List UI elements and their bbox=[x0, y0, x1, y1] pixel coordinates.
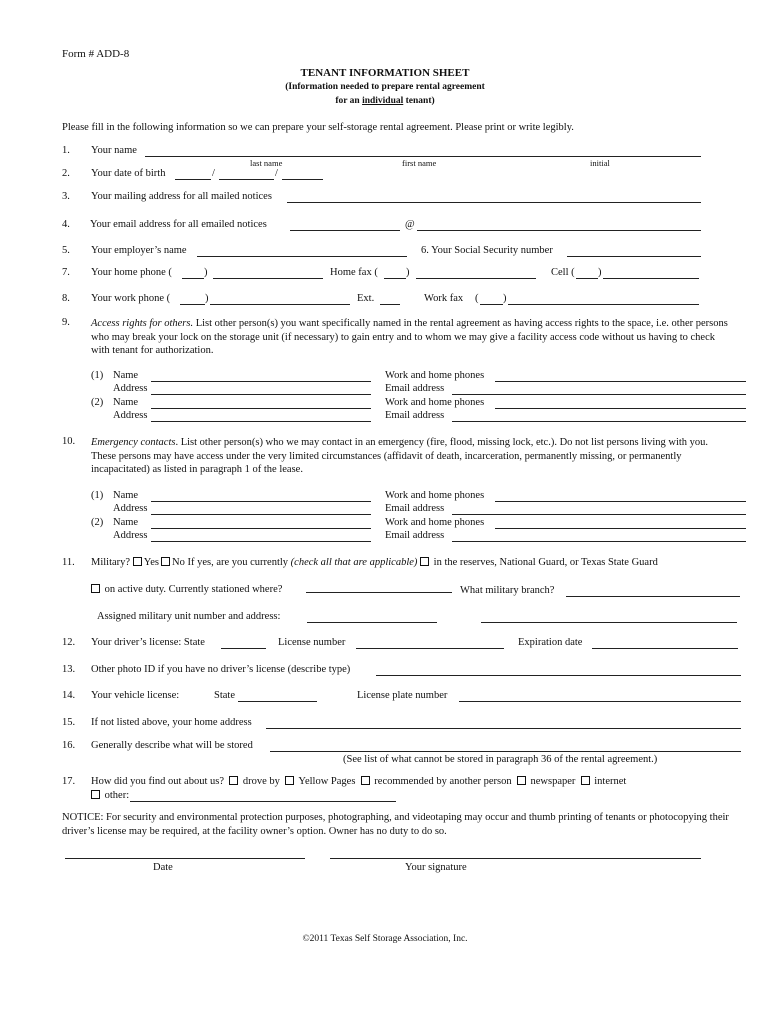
q11-line-2: on active duty. Currently stationed where? bbox=[91, 584, 282, 595]
unit-label: Assigned military unit number and address: bbox=[97, 611, 281, 622]
q8-label: Your work phone ( bbox=[91, 293, 171, 304]
stationed-field[interactable] bbox=[306, 592, 452, 593]
q4-label: Your email address for all emailed notices bbox=[90, 219, 267, 230]
home-fax-field[interactable] bbox=[416, 278, 536, 279]
emergency-1-number: (1) bbox=[91, 490, 104, 501]
access-2-name-label: Name bbox=[113, 397, 139, 408]
home-area-code-field[interactable] bbox=[182, 278, 204, 279]
signature-label: Your signature bbox=[405, 862, 467, 873]
dob-sep-1: / bbox=[212, 168, 215, 179]
emergency-2-email-field[interactable] bbox=[452, 541, 746, 542]
access-2-number: (2) bbox=[91, 397, 104, 408]
last-name-caption: last name bbox=[250, 158, 283, 168]
intro-text: Please fill in the following information so we can prepare your self-storage rental agreement. Please print or write legibly. bbox=[62, 122, 574, 133]
emergency-2-name-field[interactable] bbox=[151, 528, 371, 529]
initial-caption: initial bbox=[590, 158, 610, 168]
dob-year-field[interactable] bbox=[282, 179, 323, 180]
email-user-field[interactable] bbox=[290, 230, 400, 231]
home-address-field[interactable] bbox=[266, 728, 741, 729]
plate-label: License plate number bbox=[357, 690, 448, 701]
q14-number: 14. bbox=[62, 690, 76, 701]
form-title: TENANT INFORMATION SHEET bbox=[300, 67, 470, 79]
q16-number: 16. bbox=[62, 740, 76, 751]
q5-label: Your employer’s name bbox=[91, 245, 187, 256]
emergency-2-name-label: Name bbox=[113, 517, 139, 528]
q12-number: 12. bbox=[62, 637, 76, 648]
email-at: @ bbox=[405, 219, 415, 230]
first-name-caption: first name bbox=[402, 158, 437, 168]
signature-field[interactable] bbox=[330, 858, 701, 859]
q11-line-1: Military? Yes No If yes, are you currently (check all that are applicable) in the reserves, National Guard, or Texas State Guard bbox=[91, 557, 658, 568]
q13-number: 13. bbox=[62, 664, 76, 675]
q8-close: ) bbox=[205, 293, 209, 304]
home-fax-label: Home fax ( bbox=[330, 267, 378, 278]
q17-label: How did you find out about us? bbox=[91, 776, 224, 787]
dob-day-field[interactable] bbox=[219, 179, 274, 180]
access-1-number: (1) bbox=[91, 370, 104, 381]
emergency-1-address-label: Address bbox=[113, 503, 148, 514]
q7-number: 7. bbox=[62, 267, 70, 278]
mailing-address-field[interactable] bbox=[287, 202, 701, 203]
email-domain-field[interactable] bbox=[417, 230, 701, 231]
emergency-1-email-field[interactable] bbox=[452, 514, 746, 515]
emergency-2-phones-field[interactable] bbox=[495, 528, 746, 529]
access-1-address-label: Address bbox=[113, 383, 148, 394]
other-id-field[interactable] bbox=[376, 675, 741, 676]
military-no-label: No bbox=[171, 557, 185, 568]
q1-label: Your name bbox=[91, 145, 137, 156]
q9-number: 9. bbox=[62, 317, 70, 328]
emergency-2-number: (2) bbox=[91, 517, 104, 528]
access-1-email-field[interactable] bbox=[452, 394, 746, 395]
vehicle-state-label: State bbox=[214, 690, 235, 701]
dl-exp-field[interactable] bbox=[592, 648, 738, 649]
cell-field[interactable] bbox=[603, 278, 699, 279]
emergency-2-address-label: Address bbox=[113, 530, 148, 541]
active-duty-checkbox[interactable] bbox=[91, 584, 100, 593]
form-subtitle: (Information needed to prepare rental agreement bbox=[285, 82, 485, 92]
q13-label: Other photo ID if you have no driver’s license (describe type) bbox=[91, 664, 351, 675]
q3-number: 3. bbox=[62, 191, 70, 202]
dl-state-field[interactable] bbox=[221, 648, 266, 649]
home-phone-field[interactable] bbox=[213, 278, 323, 279]
date-field[interactable] bbox=[65, 858, 305, 859]
home-fax-close: ) bbox=[406, 267, 410, 278]
emergency-1-name-label: Name bbox=[113, 490, 139, 501]
military-no-checkbox[interactable] bbox=[161, 557, 170, 566]
emergency-1-phones-field[interactable] bbox=[495, 501, 746, 502]
stored-items-field[interactable] bbox=[270, 751, 741, 752]
emergency-2-email-label: Email address bbox=[385, 530, 445, 541]
dob-month-field[interactable] bbox=[175, 179, 211, 180]
cell-label: Cell ( bbox=[551, 267, 575, 278]
dl-number-field[interactable] bbox=[356, 648, 504, 649]
ext-field[interactable] bbox=[380, 304, 400, 305]
military-yes-label: Yes bbox=[143, 557, 159, 568]
access-1-name-field[interactable] bbox=[151, 381, 371, 382]
access-2-address-field[interactable] bbox=[151, 421, 371, 422]
work-fax-field[interactable] bbox=[508, 304, 699, 305]
q17-line-2: other: bbox=[91, 790, 129, 801]
ssn-label: 6. Your Social Security number bbox=[421, 245, 553, 256]
work-fax-label: Work fax bbox=[424, 293, 464, 304]
q10-text: Emergency contacts. List other person(s) who we may contact in an emergency (fire, flood, missing lock, etc.). Do not list persons living with you. These persons may have access under the very limited circumstances (affidavit of death, incarceration, permanently missing, or permanently incapacitated) as listed in paragraph 1 of the lease. bbox=[91, 437, 709, 475]
cell-close: ) bbox=[598, 267, 602, 278]
plate-field[interactable] bbox=[459, 701, 741, 702]
q17-line-1: How did you find out about us? drove by Yellow Pages recommended by another person newspaper internet bbox=[91, 776, 627, 787]
home-fax-area-field[interactable] bbox=[384, 278, 406, 279]
emergency-2-phones-label: Work and home phones bbox=[385, 517, 485, 528]
access-1-phones-label: Work and home phones bbox=[385, 370, 485, 381]
emergency-1-address-field[interactable] bbox=[151, 514, 371, 515]
q14-label: Your vehicle license: bbox=[91, 690, 180, 701]
yellow-pages-checkbox[interactable] bbox=[285, 776, 294, 785]
reserves-checkbox[interactable] bbox=[420, 557, 429, 566]
access-2-email-field[interactable] bbox=[452, 421, 746, 422]
q2-number: 2. bbox=[62, 168, 70, 179]
work-fax-close: ) bbox=[503, 293, 507, 304]
unit-field-1[interactable] bbox=[307, 622, 437, 623]
form-subtitle-2: for an individual tenant) bbox=[335, 96, 435, 106]
access-2-phones-field[interactable] bbox=[495, 408, 746, 409]
branch-label: What military branch? bbox=[460, 585, 555, 596]
q16-label: Generally describe what will be stored bbox=[91, 740, 253, 751]
access-2-address-label: Address bbox=[113, 410, 148, 421]
military-yes-checkbox[interactable] bbox=[133, 557, 142, 566]
dl-number-label: License number bbox=[278, 637, 346, 648]
name-field[interactable] bbox=[145, 156, 701, 157]
q11-number: 11. bbox=[62, 557, 75, 568]
access-1-phones-field[interactable] bbox=[495, 381, 746, 382]
employer-field[interactable] bbox=[197, 256, 407, 257]
work-fax-area-field[interactable] bbox=[480, 304, 503, 305]
vehicle-state-field[interactable] bbox=[238, 701, 317, 702]
internet-checkbox[interactable] bbox=[581, 776, 590, 785]
ext-label: Ext. bbox=[357, 293, 375, 304]
recommended-checkbox[interactable] bbox=[361, 776, 370, 785]
access-2-phones-label: Work and home phones bbox=[385, 397, 485, 408]
stored-items-note: (See list of what cannot be stored in paragraph 36 of the rental agreement.) bbox=[343, 754, 658, 765]
q17-number: 17. bbox=[62, 776, 76, 787]
q5-number: 5. bbox=[62, 245, 70, 256]
q15-number: 15. bbox=[62, 717, 76, 728]
access-1-name-label: Name bbox=[113, 370, 139, 381]
access-1-address-field[interactable] bbox=[151, 394, 371, 395]
cell-area-field[interactable] bbox=[576, 278, 598, 279]
q7-close: ) bbox=[204, 267, 208, 278]
ssn-field[interactable] bbox=[567, 256, 701, 257]
notice-text: NOTICE: For security and environmental protection purposes, photographing, and videotaping may occur and thumb printing of tenants or photocopying their driver’s license may be required, at the facility owner’s option. Owner has no duty to do so. bbox=[62, 812, 729, 837]
access-2-email-label: Email address bbox=[385, 410, 445, 421]
dl-exp-label: Expiration date bbox=[518, 637, 583, 648]
q4-number: 4. bbox=[62, 219, 70, 230]
date-label: Date bbox=[153, 862, 173, 873]
q8-number: 8. bbox=[62, 293, 70, 304]
emergency-1-phones-label: Work and home phones bbox=[385, 490, 485, 501]
emergency-1-name-field[interactable] bbox=[151, 501, 371, 502]
emergency-2-address-field[interactable] bbox=[151, 541, 371, 542]
q3-label: Your mailing address for all mailed notices bbox=[91, 191, 272, 202]
other-source-field[interactable] bbox=[130, 801, 396, 802]
work-phone-field[interactable] bbox=[210, 304, 350, 305]
q12-label: Your driver’s license: State bbox=[91, 637, 205, 648]
military-label: Military? bbox=[91, 557, 131, 568]
work-area-field[interactable] bbox=[180, 304, 205, 305]
access-2-name-field[interactable] bbox=[151, 408, 371, 409]
q10-number: 10. bbox=[62, 436, 76, 447]
newspaper-checkbox[interactable] bbox=[517, 776, 526, 785]
copyright: ©2011 Texas Self Storage Association, Inc. bbox=[302, 934, 468, 944]
unit-field-2[interactable] bbox=[481, 622, 737, 623]
q1-number: 1. bbox=[62, 145, 70, 156]
drove-by-checkbox[interactable] bbox=[229, 776, 238, 785]
q7-label: Your home phone ( bbox=[91, 267, 172, 278]
work-fax-open: ( bbox=[475, 293, 479, 304]
dob-sep-2: / bbox=[275, 168, 278, 179]
branch-field[interactable] bbox=[566, 596, 740, 597]
emergency-1-email-label: Email address bbox=[385, 503, 445, 514]
q9-text: Access rights for others. List other person(s) you want specifically named in the rental agreement as having access rights to the space, i.e. other persons who may break your lock on the storage unit (if necessary) to gain entry and to whom we may give a facility access code without us having to check with tenant for authorization. bbox=[91, 318, 728, 356]
q15-label: If not listed above, your home address bbox=[91, 717, 252, 728]
other-checkbox[interactable] bbox=[91, 790, 100, 799]
access-1-email-label: Email address bbox=[385, 383, 445, 394]
form-id: Form # ADD-8 bbox=[62, 48, 130, 60]
q2-label: Your date of birth bbox=[91, 168, 166, 179]
